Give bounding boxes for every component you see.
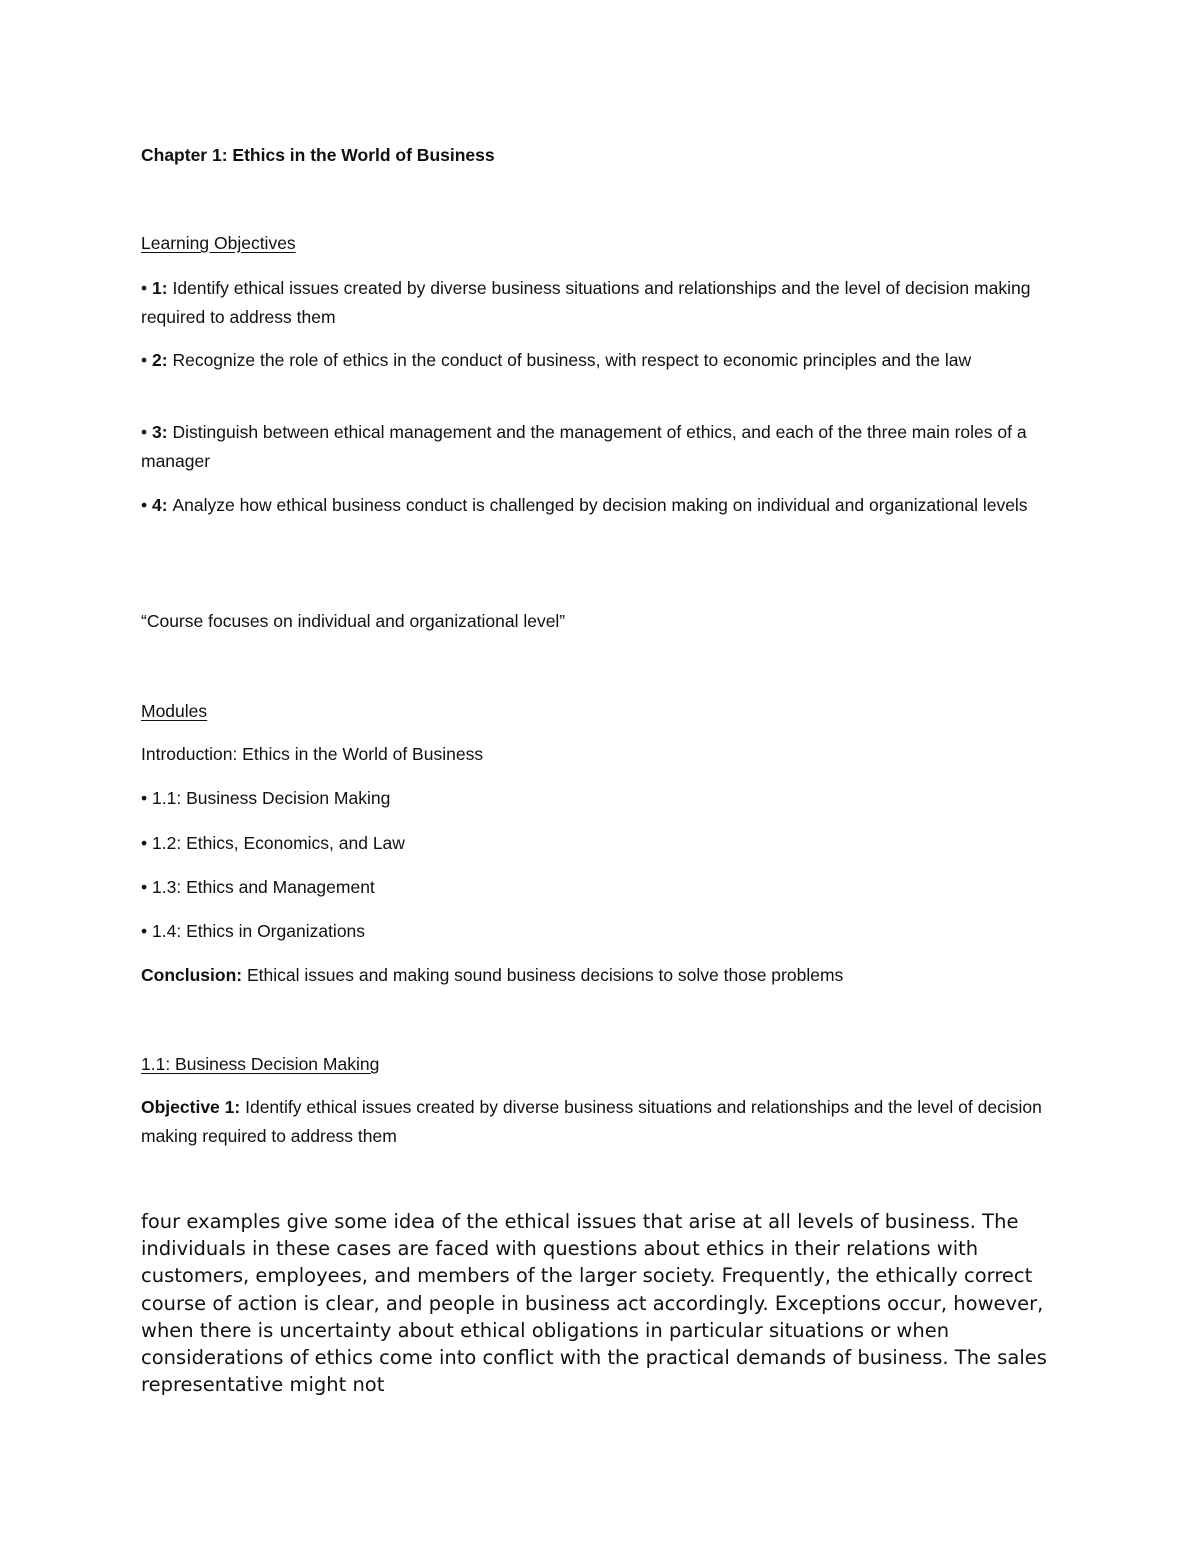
objective-number: 2: [152,350,168,370]
bullet-icon: • [141,921,148,941]
module-label: 1.4: Ethics in Organizations [152,921,366,941]
module-item-1-2 [141,829,405,857]
conclusion-text: Ethical issues and making sound business decisions to solve those problems [246,965,844,985]
objective-text: Identify ethical issues created by diverse business situations and relationships and the level of decision making required to address them [141,278,1031,327]
section-1-1-body: four examples give some idea of the ethical issues that arise at all levels of business. The individuals in these cases are faced with questions about ethics in their relations with customers, employees, and members of the larger society. Frequently, the ethically correct course of action is clear, and people in business act accordingly. Exceptions occur, however, when there is uncertainty about ethical obligations in particular situations or when considerations of ethics come into conflict with the practical demands of business. The sales representative might not [141,1210,1047,1397]
objective-item-4 [141,491,1061,520]
bullet-icon: • [141,278,148,298]
module-item-1-1 [141,784,390,812]
objective-item-1 [141,274,1061,331]
course-quote: “Course focuses on individual and organizational level” [141,611,566,631]
bullet-icon: • [141,833,148,853]
objective-label: Objective 1: [141,1097,241,1117]
bullet-icon: • [141,788,148,808]
learning-objectives-heading: Learning Objectives [141,233,296,253]
module-item-1-4 [141,917,365,945]
bullet-icon: • [141,877,148,897]
objective-text: Identify ethical issues created by diverse business situations and relationships and the level of decision making required to address them [141,1097,1042,1146]
module-label: 1.2: Ethics, Economics, and Law [152,833,405,853]
module-label: 1.1: Business Decision Making [152,788,391,808]
objective-number: 1: [152,278,168,298]
objective-item-3 [141,418,1061,475]
objective-text: Recognize the role of ethics in the conduct of business, with respect to economic principles and the law [172,350,972,370]
module-label: 1.3: Ethics and Management [152,877,375,897]
section-1-1-objective [141,1093,1061,1150]
modules-intro: Introduction: Ethics in the World of Business [141,744,484,764]
objective-item-2 [141,346,1061,375]
conclusion-label: Conclusion: [141,965,243,985]
bullet-icon: • [141,350,148,370]
objective-number: 4: [152,495,168,515]
objective-text: Distinguish between ethical management and the management of ethics, and each of the three main roles of a manager [141,422,1027,471]
module-item-1-3 [141,873,375,901]
objective-number: 3: [152,422,168,442]
section-1-1-heading: 1.1: Business Decision Making [141,1054,380,1074]
modules-heading: Modules [141,701,208,721]
bullet-icon: • [141,495,148,515]
objective-text: Analyze how ethical business conduct is challenged by decision making on individual and organizational levels [172,495,1028,515]
bullet-icon: • [141,422,148,442]
modules-conclusion [141,961,843,989]
page-title: Chapter 1: Ethics in the World of Business [141,145,495,165]
